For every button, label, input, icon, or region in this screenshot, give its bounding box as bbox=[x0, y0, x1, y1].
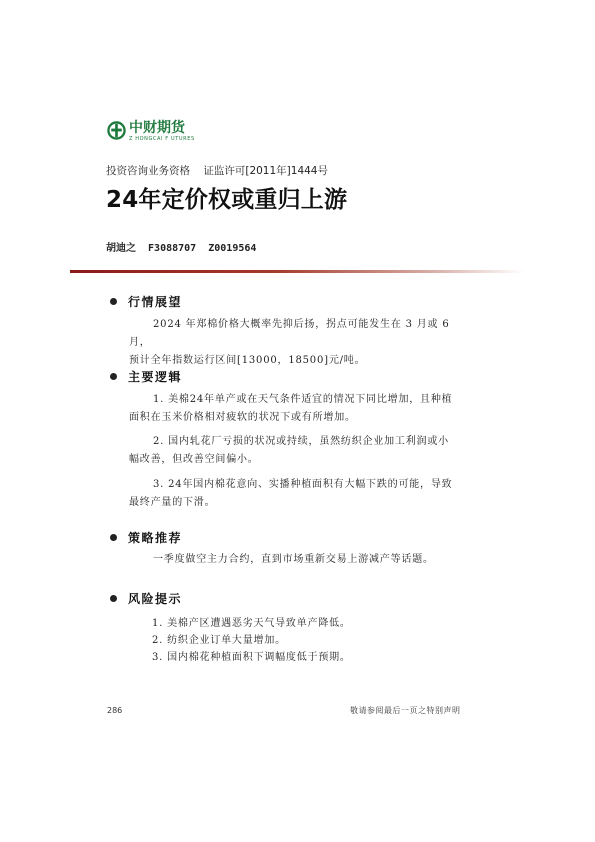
section-heading-logic bbox=[110, 368, 182, 385]
author-name: 胡迪之 bbox=[106, 243, 136, 254]
logo-mark-icon bbox=[107, 121, 126, 140]
company-logo bbox=[107, 121, 199, 143]
logic-item-2 bbox=[129, 433, 469, 469]
logic-item-1 bbox=[129, 391, 469, 427]
author-license-z: Z0019564 bbox=[208, 243, 257, 254]
section-heading-outlook bbox=[110, 293, 182, 310]
section-title: 主要逻辑 bbox=[128, 370, 183, 384]
logic-item-1-line-2: 面积在玉米价格相对疲软的状况下或有所增加。 bbox=[129, 412, 356, 423]
outlook-line-1: 2024 年郑棉价格大概率先抑后扬，拐点可能发生在 3 月或 6 月， bbox=[129, 319, 450, 348]
outlook-line-2: 预计全年指数运行区间[13000，18500]元/吨。 bbox=[129, 355, 366, 366]
logic-item-3-line-2: 最终产量的下滑。 bbox=[129, 497, 216, 508]
header-divider bbox=[70, 270, 525, 273]
risk-item-2: 2. 纺织企业订单大量增加。 bbox=[152, 635, 286, 646]
logic-item-3 bbox=[129, 476, 469, 512]
section-title: 策略推荐 bbox=[128, 531, 183, 545]
bullet-icon bbox=[110, 298, 117, 305]
section-title: 行情展望 bbox=[128, 295, 183, 309]
section-heading-strategy bbox=[110, 529, 182, 546]
logo-brand-text: 中财期货 bbox=[129, 120, 185, 136]
disclaimer-note: 敬请参阅最后一页之特别声明 bbox=[350, 706, 461, 715]
risk-item-1: 1. 美棉产区遭遇恶劣天气导致单产降低。 bbox=[152, 618, 351, 629]
logic-item-2-line-1: 2. 国内轧花厂亏损的状况或持续，虽然纺织企业加工利润或小 bbox=[153, 436, 449, 447]
logic-item-3-line-1: 3. 24年国内棉花意向、实播种植面积有大幅下跌的可能，导致 bbox=[153, 479, 453, 490]
page-title: 24年定价权或重归上游 bbox=[106, 187, 348, 213]
bullet-icon bbox=[110, 595, 117, 602]
logic-item-1-line-1: 1. 美棉24年单产或在天气条件适宜的情况下同比增加，且种植 bbox=[153, 394, 453, 405]
section-title: 风险提示 bbox=[128, 592, 183, 606]
strategy-text: 一季度做空主力合约，直到市场重新交易上游减产等话题。 bbox=[153, 554, 434, 565]
logic-item-2-line-2: 幅改善，但改善空间偏小。 bbox=[129, 454, 259, 465]
qualification-line: 投资咨询业务资格 证监许可[2011年]1444号 bbox=[106, 165, 328, 177]
risk-item-3: 3. 国内棉花种植面积下调幅度低于预期。 bbox=[152, 652, 351, 663]
bullet-icon bbox=[110, 534, 117, 541]
author-license-f: F3088707 bbox=[148, 243, 197, 254]
logo-sub-text: Z HONGCAI F UTURES bbox=[129, 136, 195, 142]
section-heading-risk bbox=[110, 590, 182, 607]
author-line bbox=[106, 239, 262, 254]
bullet-icon bbox=[110, 373, 117, 380]
outlook-paragraph bbox=[129, 316, 469, 370]
page-number: 286 bbox=[107, 706, 123, 715]
strategy-paragraph bbox=[129, 551, 469, 569]
